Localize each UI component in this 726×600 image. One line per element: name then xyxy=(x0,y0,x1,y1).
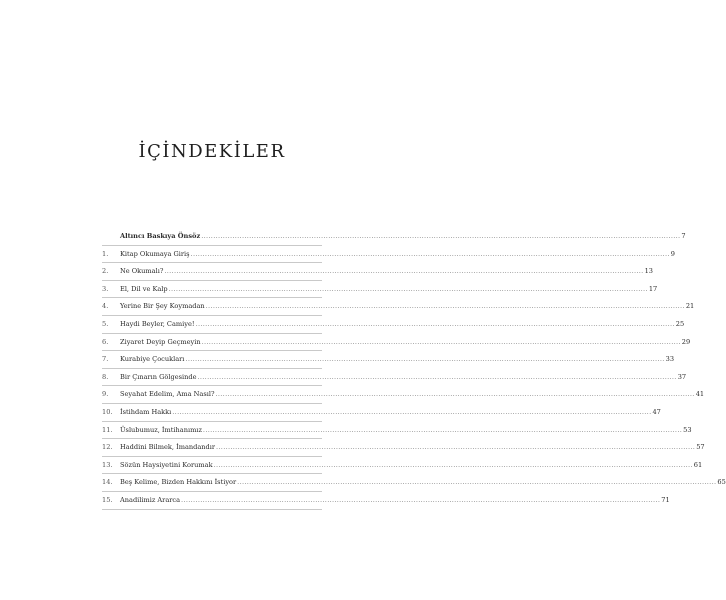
toc-page-number: 61 xyxy=(693,460,703,469)
leader-dots: ........................................................................................................................................................................................................ xyxy=(168,284,648,293)
toc-page-number: 53 xyxy=(683,425,692,434)
toc-title: Yerine Bir Şey Koymadan xyxy=(120,302,205,311)
leader-dots: ........................................................................................................................................................................................................ xyxy=(201,337,681,346)
toc-number: 8. xyxy=(102,372,109,381)
toc-page-number: 13 xyxy=(644,267,653,276)
toc-page-number: 25 xyxy=(675,319,685,328)
leader-dots: ........................................................................................................................................................................................................ xyxy=(181,495,661,504)
leader-dots: ........................................................................................................................................................................................................ xyxy=(195,319,675,328)
leader-dots: ........................................................................................................................................................................................................ xyxy=(172,407,652,416)
toc-number: 13. xyxy=(102,460,113,469)
toc-number: 9. xyxy=(102,390,109,399)
leader-dots: ........................................................................................................................................................................................................ xyxy=(215,390,695,399)
toc-row[interactable] xyxy=(102,404,661,422)
toc-title: Üslubumuz, İmtihanımız xyxy=(120,425,202,434)
table-of-contents xyxy=(102,228,726,510)
toc-title: Kitap Okumaya Giriş xyxy=(120,249,190,258)
toc-title: Haydi Beyler, Camiye! xyxy=(120,319,195,328)
leader-dots: ........................................................................................................................................................................................................ xyxy=(197,372,677,381)
toc-title: Ziyaret Deyip Geçmeyin xyxy=(120,337,201,346)
toc-row[interactable] xyxy=(102,457,703,475)
leader-dots: ........................................................................................................................................................................................................ xyxy=(205,302,685,311)
toc-page-number: 7 xyxy=(681,232,686,240)
toc-page-number: 41 xyxy=(695,390,705,399)
toc-title: Beş Kelime, Bizden Hakkını İstiyor xyxy=(120,478,237,487)
toc-page-number: 9 xyxy=(670,249,675,258)
toc-number: 6. xyxy=(102,337,109,346)
toc-row[interactable] xyxy=(102,351,675,369)
toc-number: 11. xyxy=(102,425,113,434)
leader-dots: ........................................................................................................................................................................................................ xyxy=(190,249,670,258)
toc-title: Seyahat Edelim, Ama Nasıl? xyxy=(120,390,215,399)
toc-page-number: 17 xyxy=(648,284,658,293)
toc-page-number: 21 xyxy=(685,302,695,311)
toc-row[interactable] xyxy=(102,334,691,352)
toc-page-number: 57 xyxy=(696,443,705,452)
leader-dots: ........................................................................................................................................................................................................ xyxy=(201,232,681,240)
toc-row[interactable] xyxy=(102,439,705,457)
toc-number: 10. xyxy=(102,407,113,416)
toc-row[interactable] xyxy=(102,298,695,316)
toc-number: 3. xyxy=(102,284,109,293)
leader-dots: ........................................................................................................................................................................................................ xyxy=(237,478,717,487)
toc-number: 15. xyxy=(102,495,113,504)
toc-row[interactable] xyxy=(102,492,670,510)
toc-row[interactable] xyxy=(102,316,685,334)
toc-title: Bir Çınarın Gölgesinde xyxy=(120,372,197,381)
toc-number: 2. xyxy=(102,267,109,276)
toc-number: 1. xyxy=(102,249,109,258)
toc-title: Sözün Haysiyetini Korumak xyxy=(120,460,213,469)
toc-row[interactable] xyxy=(102,369,687,387)
toc-row[interactable] xyxy=(102,246,675,264)
page-title: İÇİNDEKİLER xyxy=(138,141,286,162)
toc-title: İstihdam Hakkı xyxy=(120,407,172,416)
leader-dots: ........................................................................................................................................................................................................ xyxy=(216,443,696,452)
toc-number: 12. xyxy=(102,443,113,452)
toc-number: 4. xyxy=(102,302,109,311)
toc-row[interactable] xyxy=(102,422,692,440)
toc-page-number: 33 xyxy=(665,355,675,364)
toc-title: Kurabiye Çocukları xyxy=(120,355,185,364)
leader-dots: ........................................................................................................................................................................................................ xyxy=(202,425,683,434)
toc-number: 7. xyxy=(102,355,109,364)
toc-number: 14. xyxy=(102,478,113,487)
toc-page-number: 65 xyxy=(717,478,726,487)
leader-dots: ........................................................................................................................................................................................................ xyxy=(213,460,693,469)
toc-page-number: 37 xyxy=(677,372,687,381)
leader-dots: ........................................................................................................................................................................................................ xyxy=(164,267,644,276)
toc-row[interactable] xyxy=(102,474,726,492)
toc-page-number: 29 xyxy=(681,337,691,346)
toc-row[interactable] xyxy=(102,386,705,404)
toc-row[interactable] xyxy=(102,228,686,246)
toc-title: Ne Okumalı? xyxy=(120,267,164,276)
toc-title: Anadilimiz Ararca xyxy=(120,495,181,504)
toc-row[interactable] xyxy=(102,281,658,299)
leader-dots: ........................................................................................................................................................................................................ xyxy=(185,355,665,364)
toc-title: El, Dil ve Kalp xyxy=(120,284,168,293)
toc-row[interactable] xyxy=(102,263,653,281)
toc-page-number: 71 xyxy=(661,495,670,504)
toc-number: 5. xyxy=(102,319,109,328)
toc-title: Altıncı Baskıya Önsöz xyxy=(120,232,201,240)
toc-page-number: 47 xyxy=(652,407,661,416)
toc-title: Haddini Bilmek, İmandandır xyxy=(120,443,216,452)
